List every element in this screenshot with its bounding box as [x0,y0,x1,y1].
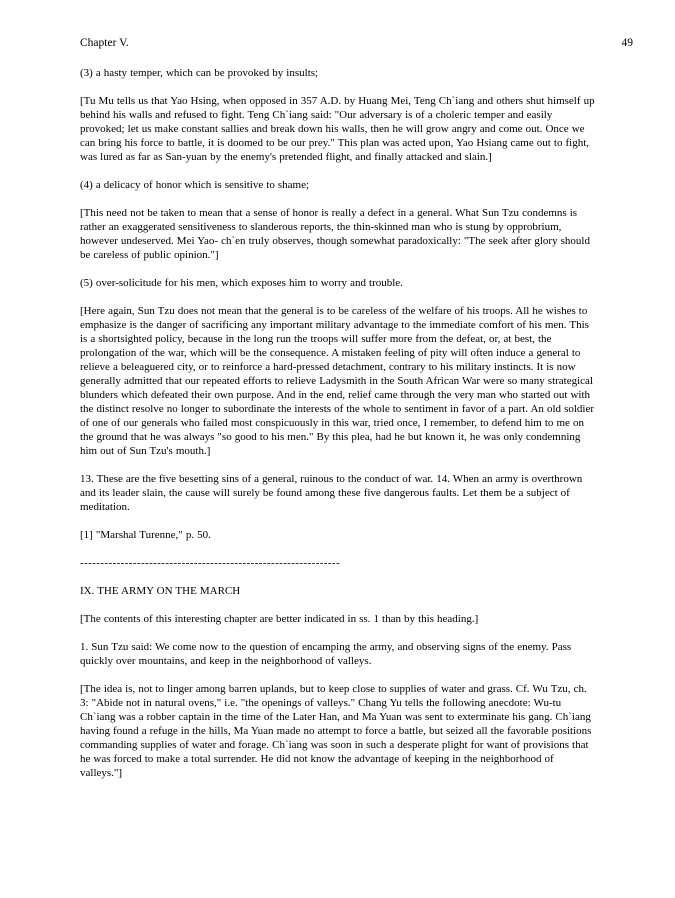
paragraph-verse-1: 1. Sun Tzu said: We come now to the question of encamping the army, and observing signs of the enemy. Pass quickly over mountains, and keep in the neighborhood of valleys. [80,641,572,667]
paragraph-commentary-tu-mu: [Tu Mu tells us that Yao Hsing, when opposed in 357 A.D. by Huang Mei, Teng Ch`iang and others shut himself up behind his walls and refused to fight. Teng Ch`iang said: "Our adversary is of a choleric temper and easily provoked; let us make constant sallies and break down his walls, then he will grow angry and come out. Once we can bring his force to battle, it is doomed to be our prey." This plan was acted upon, Yao Hsiang came out to fight, was lured as far as San-yuan by the enemy's pretended flight, and finally attacked and slain.] [80,95,595,163]
page-body [80,66,597,780]
chapter-title: Chapter V. [80,37,129,49]
page-number: 49 [621,37,633,49]
paragraph-commentary-solicitude: [Here again, Sun Tzu does not mean that the general is to be careless of the welfare of his troops. All he wishes to emphasize is the danger of sacrificing any important military advantage to the immediate comfort of his men. This is a shortsighted policy, because in the long run the troops will suffer more from the defeat, or, at best, the prolongation of the war, which will be the consequence. A mistaken feeling of pity will often induce a general to relieve a beleaguered city, or to reinforce a hard-pressed detachment, contrary to his military instincts. It is now generally admitted that our repeated efforts to relieve Ladysmith in the South African War were so many strategical blunders which defeated their own purpose. And in the end, relief came through the very man who started out with the distinct resolve no longer to subordinate the interests of the whole to sentiment in favor of a part. An old soldier of one of our generals who failed most conspicuously in this war, tried once, I remember, to defend him to me on the ground that he was always "so good to his men." By this plea, had he but known it, he was only condemning him out of Sun Tzu's mouth.] [80,305,595,457]
paragraph-list-item-5: (5) over-solicitude for his men, which exposes him to worry and trouble. [80,277,403,289]
section-heading: IX. THE ARMY ON THE MARCH [80,585,241,597]
paragraph-chapter-note: [The contents of this interesting chapter are better indicated in ss. 1 than by this heading.] [80,613,479,625]
paragraph-commentary-honor: [This need not be taken to mean that a sense of honor is really a defect in a general. What Sun Tzu condemns is rather an exaggerated sensitiveness to slanderous reports, the thin-skinned man who is stung by opprobrium, however undeserved. Mei Yao- ch`en truly observes, though somewhat paradoxically: "The seek after glory should be careless of public opinion."] [80,207,590,261]
paragraph-list-item-4: (4) a delicacy of honor which is sensitive to shame; [80,179,310,191]
footnote-marshal-turenne: [1] "Marshal Turenne," p. 50. [80,529,211,541]
paragraph-verse-13-14: 13. These are the five besetting sins of a general, ruinous to the conduct of war. 14. When an army is overthrown and its leader slain, the cause will surely be found among these five dangerous faults. Let them be a subject of meditation. [80,473,583,513]
paragraph-commentary-valleys: [The idea is, not to linger among barren uplands, but to keep close to supplies of water and grass. Cf. Wu Tzu, ch. 3: "Abide not in natural ovens," i.e. "the openings of valleys." Chang Yu tells the following anecdote: Wu-tu Ch`iang was a robber captain in the time of the Later Han, and Ma Yuan was sent to exterminate his gang. Ch`iang having found a refuge in the hills, Ma Yuan made no attempt to force a battle, but seized all the favorable positions commanding supplies of water and forage. Ch`iang was soon in such a desperate plight for want of provisions that he was forced to make a total surrender. He did not know the advantage of keeping in the neighborhood of valleys."] [80,683,592,779]
divider-line: ---------------------------------------------------------------- [80,557,341,569]
paragraph-list-item-3: (3) a hasty temper, which can be provoked by insults; [80,67,319,79]
page-header [80,36,633,50]
